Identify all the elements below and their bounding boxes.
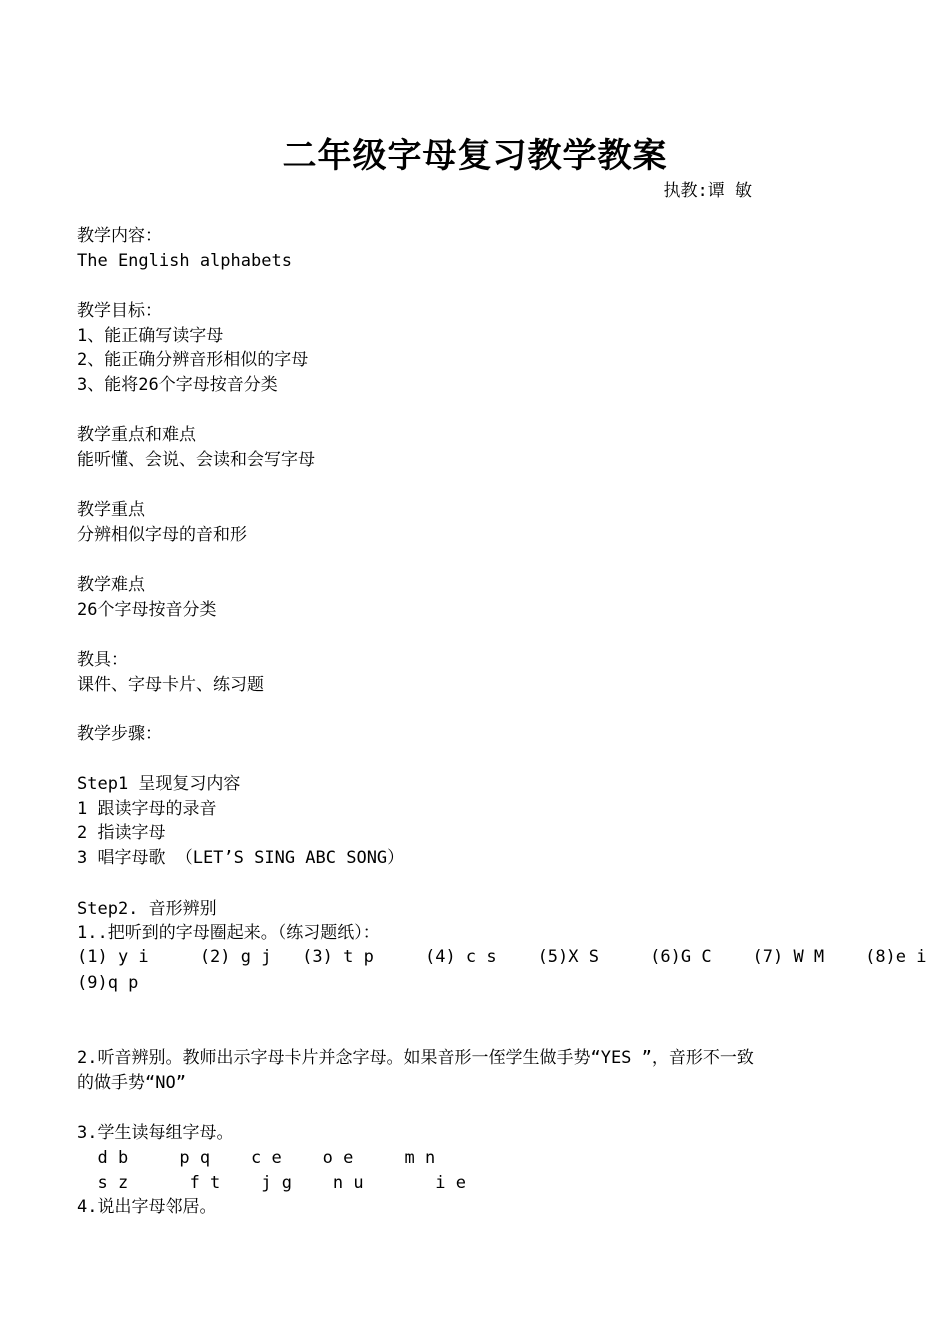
- letter-groups-line1: d b p q c e o e m n: [77, 1148, 436, 1168]
- document-title: 二年级字母复习教学教案: [282, 136, 668, 176]
- goal-item: 2、能正确分辨音形相似的字母: [77, 350, 309, 370]
- step2-item1: 1..把听到的字母圈起来。（练习题纸）：: [77, 923, 380, 943]
- step2-item4: 4.说出字母邻居。: [77, 1197, 217, 1217]
- difficulty-text: 26个字母按音分类: [77, 600, 217, 620]
- goals-heading: 教学目标：: [77, 301, 162, 321]
- keypoints-text: 能听懂、会说、会读和会写字母: [77, 450, 315, 470]
- goal-item: 1、能正确写读字母: [77, 326, 224, 346]
- tools-text: 课件、字母卡片、练习题: [77, 675, 264, 695]
- focus-heading: 教学重点: [77, 500, 145, 520]
- step2-item2-line1: 2.听音辨别。教师出示字母卡片并念字母。如果音形一侄学生做手势“YES ”，音形不一致: [77, 1048, 754, 1068]
- author-line: 执教:谭 敏: [663, 181, 752, 201]
- step1-heading: Step1 呈现复习内容: [77, 774, 241, 794]
- keypoints-heading: 教学重点和难点: [77, 425, 196, 445]
- content-text: The English alphabets: [77, 251, 292, 271]
- step1-item: 2 指读字母: [77, 823, 166, 843]
- letter-groups-line2: s z f t j g n u i e: [77, 1173, 466, 1193]
- step2-item3: 3.学生读每组字母。: [77, 1123, 234, 1143]
- content-heading: 教学内容：: [77, 226, 162, 246]
- step1-item: 3 唱字母歌 （LET’S SING ABC SONG）: [77, 848, 405, 868]
- letter-pairs-line2: (9)q p: [77, 973, 139, 993]
- steps-heading: 教学步骤：: [77, 724, 162, 744]
- step2-heading: Step2. 音形辨别: [77, 899, 217, 919]
- step2-item2-line2: 的做手势“NO”: [77, 1073, 186, 1093]
- letter-pairs-line1: (1) y i (2) g j (3) t p (4) c s (5)X S (6)G C (7) W M (8)e i: [77, 947, 927, 967]
- goal-item: 3、能将26个字母按音分类: [77, 375, 278, 395]
- step1-item: 1 跟读字母的录音: [77, 799, 217, 819]
- difficulty-heading: 教学难点: [77, 575, 145, 595]
- tools-heading: 教具：: [77, 650, 128, 670]
- focus-text: 分辨相似字母的音和形: [77, 525, 247, 545]
